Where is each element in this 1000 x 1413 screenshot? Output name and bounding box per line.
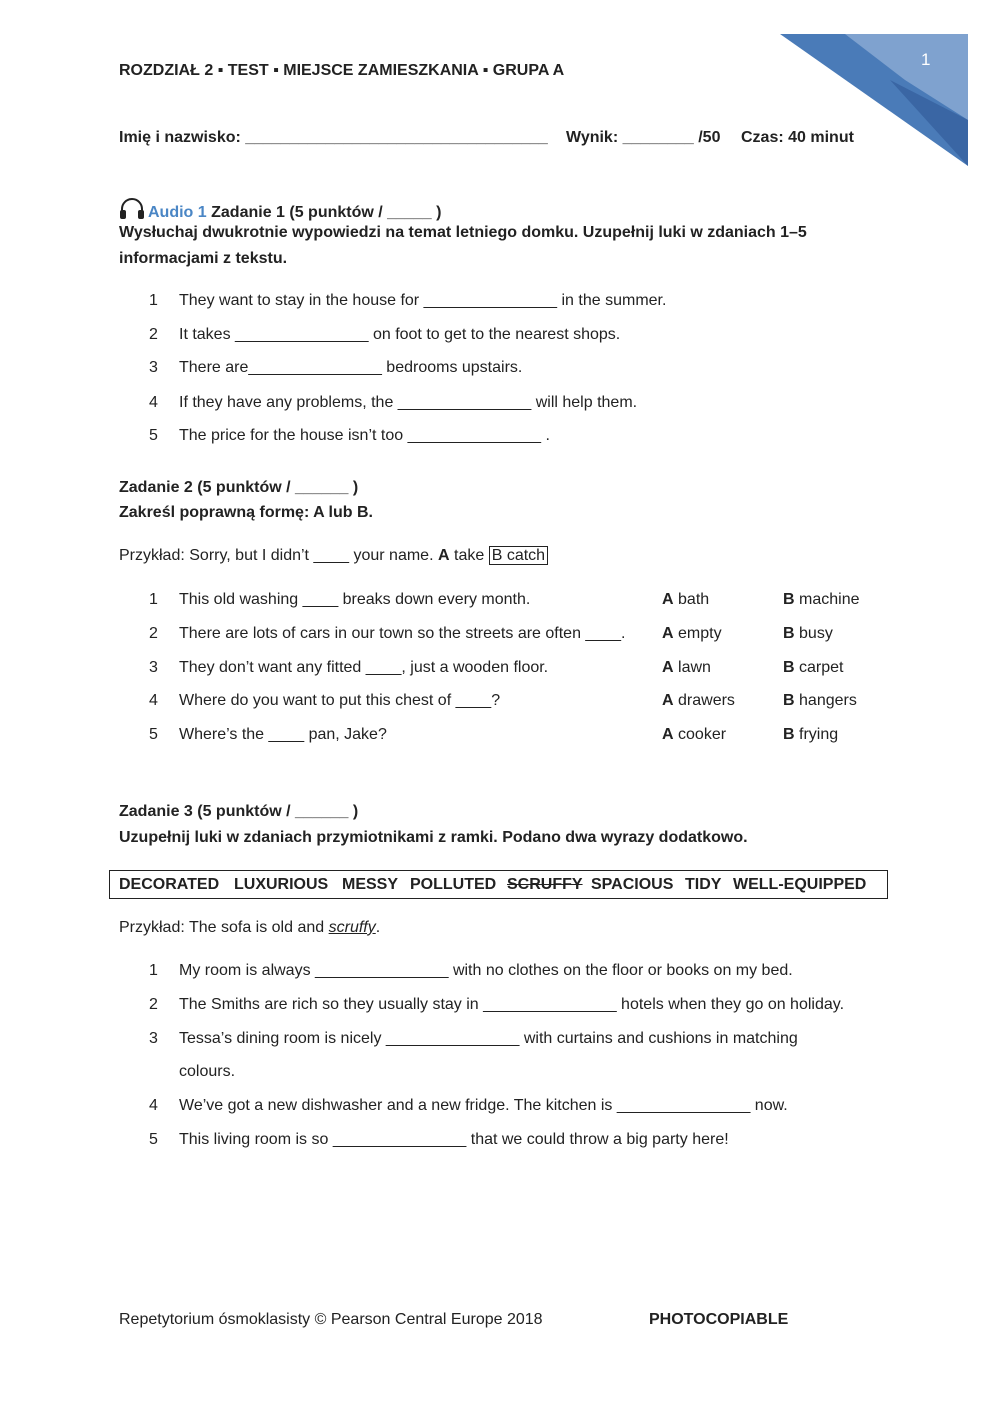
task1-instruction-2: informacjami z tekstu. <box>119 250 288 267</box>
word-bank-item: TIDY <box>685 876 722 893</box>
example-text: Przykład: The sofa is old and <box>119 919 325 936</box>
task3-title: Zadanie 3 (5 punktów / ______ ) <box>119 803 359 820</box>
item-text: There are lots of cars in our town so the streets are often ____. <box>179 625 626 642</box>
option-text: drawers <box>678 692 735 709</box>
task1-title: Zadanie 1 (5 punktów / _____ ) <box>211 204 442 221</box>
word-bank-item: WELL-EQUIPPED <box>733 876 867 893</box>
item-text[interactable]: There are_______________ bedrooms upstairs. <box>179 359 523 376</box>
option-text: frying <box>799 726 839 743</box>
option-text: cooker <box>678 726 727 743</box>
option-text: bath <box>678 591 710 608</box>
option-letter: A <box>662 692 674 709</box>
option-text: empty <box>678 625 722 642</box>
option-text: hangers <box>799 692 857 709</box>
option-a[interactable] <box>662 591 709 609</box>
word-bank-item: DECORATED <box>119 876 220 893</box>
option-letter: B <box>783 659 795 676</box>
task1-heading <box>119 198 441 225</box>
item-number: 5 <box>149 427 158 444</box>
item-text: This old washing ____ breaks down every month. <box>179 591 531 608</box>
item-number: 5 <box>149 1131 158 1148</box>
item-number: 2 <box>149 326 158 343</box>
item-text[interactable]: The Smiths are rich so they usually stay in _______________ hotels when they go on holiday. <box>179 996 845 1013</box>
task3-example <box>119 919 380 937</box>
footer-notice: PHOTOCOPIABLE <box>649 1311 789 1328</box>
page-title: ROZDZIAŁ 2 ▪ TEST ▪ MIEJSCE ZAMIESZKANIA ▪ GRUPA A <box>119 62 565 79</box>
option-letter: A <box>662 625 674 642</box>
item-text[interactable]: My room is always _______________ with no clothes on the floor or books on my bed. <box>179 962 793 979</box>
item-text-continuation: colours. <box>179 1063 236 1080</box>
word-bank-item: MESSY <box>342 876 399 893</box>
option-letter: A <box>662 591 674 608</box>
page-number: 1 <box>921 50 931 69</box>
item-number: 1 <box>149 292 158 309</box>
example-option-a: take <box>454 547 485 564</box>
item-number: 1 <box>149 591 158 608</box>
item-number: 1 <box>149 962 158 979</box>
option-letter: B <box>783 692 795 709</box>
option-b[interactable] <box>783 659 843 677</box>
item-number: 2 <box>149 625 158 642</box>
option-a[interactable] <box>662 726 726 744</box>
item-text: They don’t want any fitted ____, just a wooden floor. <box>179 659 549 676</box>
option-b[interactable] <box>783 591 860 609</box>
task1-instruction-1: Wysłuchaj dwukrotnie wypowiedzi na temat letniego domku. Uzupełnij luki w zdaniach 1–5 <box>119 224 807 241</box>
item-number: 3 <box>149 359 158 376</box>
example-answer: scruffy <box>328 919 376 936</box>
option-b[interactable] <box>783 692 857 710</box>
option-text: machine <box>799 591 860 608</box>
audio-label[interactable]: Audio 1 <box>148 204 207 221</box>
option-letter: B <box>783 726 795 743</box>
word-bank-item: SPACIOUS <box>591 876 674 893</box>
example-suffix: . <box>375 919 381 936</box>
time-label: Czas: 40 minut <box>741 129 854 146</box>
option-text: lawn <box>678 659 711 676</box>
item-text[interactable]: If they have any problems, the _______________ will help them. <box>179 394 638 411</box>
item-text[interactable]: We’ve got a new dishwasher and a new fridge. The kitchen is _______________ now. <box>179 1097 788 1114</box>
example-option-a-letter: A <box>437 547 450 564</box>
item-text[interactable]: Tessa’s dining room is nicely _______________ with curtains and cushions in matching <box>179 1030 798 1047</box>
name-field[interactable]: Imię i nazwisko: __________________________________ <box>119 129 548 146</box>
option-letter: B <box>783 625 795 642</box>
item-number: 2 <box>149 996 158 1013</box>
task2-instruction: Zakreśl poprawną formę: A lub B. <box>119 504 373 521</box>
option-text: busy <box>799 625 833 642</box>
example-option-b-circled: B catch <box>489 546 548 565</box>
item-number: 3 <box>149 659 158 676</box>
option-letter: B <box>783 591 795 608</box>
item-number: 4 <box>149 692 158 709</box>
item-number: 3 <box>149 1030 158 1047</box>
task2-example <box>119 547 548 565</box>
item-number: 4 <box>149 1097 158 1114</box>
headphones-icon <box>119 198 145 225</box>
option-a[interactable] <box>662 692 735 710</box>
item-number: 4 <box>149 394 158 411</box>
footer-copyright: Repetytorium ósmoklasisty © Pearson Central Europe 2018 <box>119 1311 543 1328</box>
word-bank-item-used: SCRUFFY <box>507 876 583 893</box>
example-text: Przykład: Sorry, but I didn’t ____ your name. <box>119 547 434 564</box>
word-bank-item: LUXURIOUS <box>234 876 329 893</box>
option-b[interactable] <box>783 625 833 643</box>
option-b[interactable] <box>783 726 838 744</box>
option-a[interactable] <box>662 625 722 643</box>
word-bank-item: POLLUTED <box>410 876 497 893</box>
task2-title: Zadanie 2 (5 punktów / ______ ) <box>119 479 359 496</box>
task3-instruction: Uzupełnij luki w zdaniach przymiotnikami z ramki. Podano dwa wyrazy dodatkowo. <box>119 829 748 846</box>
item-text[interactable]: It takes _______________ on foot to get to the nearest shops. <box>179 326 621 343</box>
item-text: Where do you want to put this chest of ____? <box>179 692 501 709</box>
item-text[interactable]: This living room is so _______________ that we could throw a big party here! <box>179 1131 729 1148</box>
item-text[interactable]: The price for the house isn’t too _______________ . <box>179 427 550 444</box>
word-bank <box>109 870 888 899</box>
item-number: 5 <box>149 726 158 743</box>
option-text: carpet <box>799 659 844 676</box>
option-letter: A <box>662 659 674 676</box>
option-letter: A <box>662 726 674 743</box>
option-a[interactable] <box>662 659 711 677</box>
score-field[interactable]: Wynik: ________ /50 <box>566 129 721 146</box>
item-text: Where’s the ____ pan, Jake? <box>179 726 387 743</box>
corner-decoration <box>0 0 1000 200</box>
item-text[interactable]: They want to stay in the house for _______________ in the summer. <box>179 292 667 309</box>
